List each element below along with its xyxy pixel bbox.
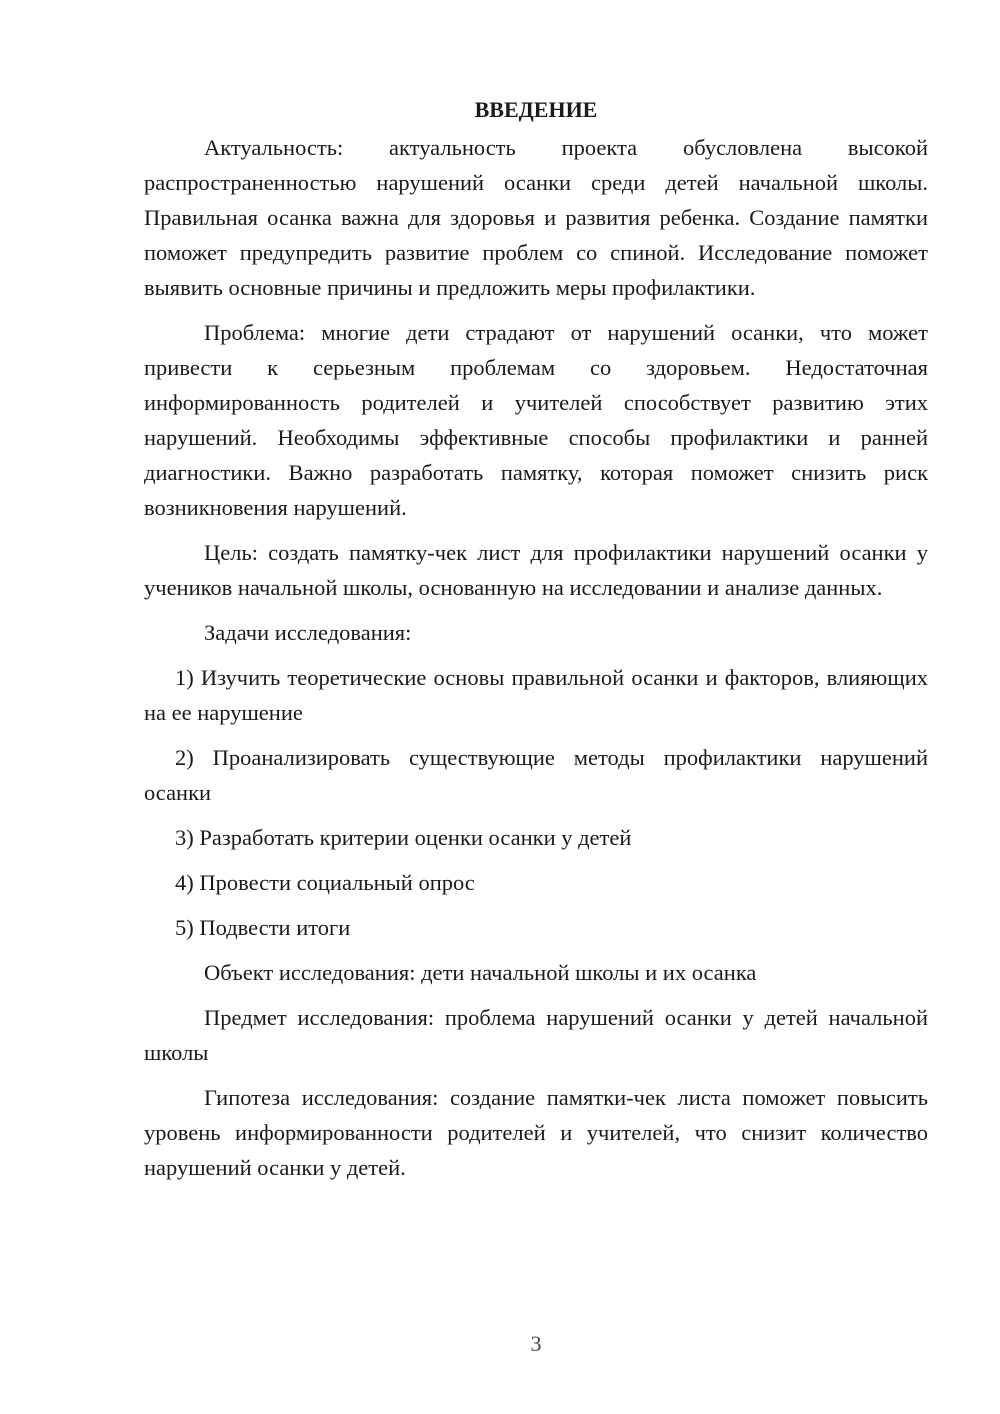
page-number: 3 [530,1331,542,1356]
section-title: ВВЕДЕНИЕ [474,97,598,122]
task-item-2: 2) Проанализировать существующие методы профилактики нарушений осанки [144,745,928,805]
task-item-3: 3) Разработать критерии оценки осанки у детей [175,825,632,850]
tasks-heading: Задачи исследования: [204,620,412,645]
task-item-1: 1) Изучить теоретические основы правильной осанки и факторов, влияющих на ее нарушение [144,665,928,725]
task-item-5: 5) Подвести итоги [175,915,351,940]
problem-paragraph: Проблема: многие дети страдают от нарушений осанки, что может привести к серьезным проблемам со здоровьем. Недостаточная информированность родителей и учителей способствует развитию этих нарушений. Необходимы эффективные способы профилактики и ранней диагностики. Важно разработать памятку, которая поможет снизить риск возникновения нарушений. [144,320,928,520]
relevance-paragraph: Актуальность: актуальность проекта обусловлена высокой распространенностью нарушений осанки среди детей начальной школы. Правильная осанка важна для здоровья и развития ребенка. Создание памятки поможет предупредить развитие проблем со спиной. Исследование поможет выявить основные причины и предложить меры профилактики. [144,135,928,300]
document-page [144,92,928,1195]
object-paragraph: Объект исследования: дети начальной школы и их осанка [204,960,757,985]
goal-paragraph: Цель: создать памятку-чек лист для профилактики нарушений осанки у учеников начальной школы, основанную на исследовании и анализе данных. [144,540,928,600]
hypothesis-paragraph: Гипотеза исследования: создание памятки-чек листа поможет повысить уровень информированности родителей и учителей, что снизит количество нарушений осанки у детей. [144,1085,928,1180]
task-item-4: 4) Провести социальный опрос [175,870,475,895]
subject-paragraph: Предмет исследования: проблема нарушений осанки у детей начальной школы [144,1005,928,1065]
